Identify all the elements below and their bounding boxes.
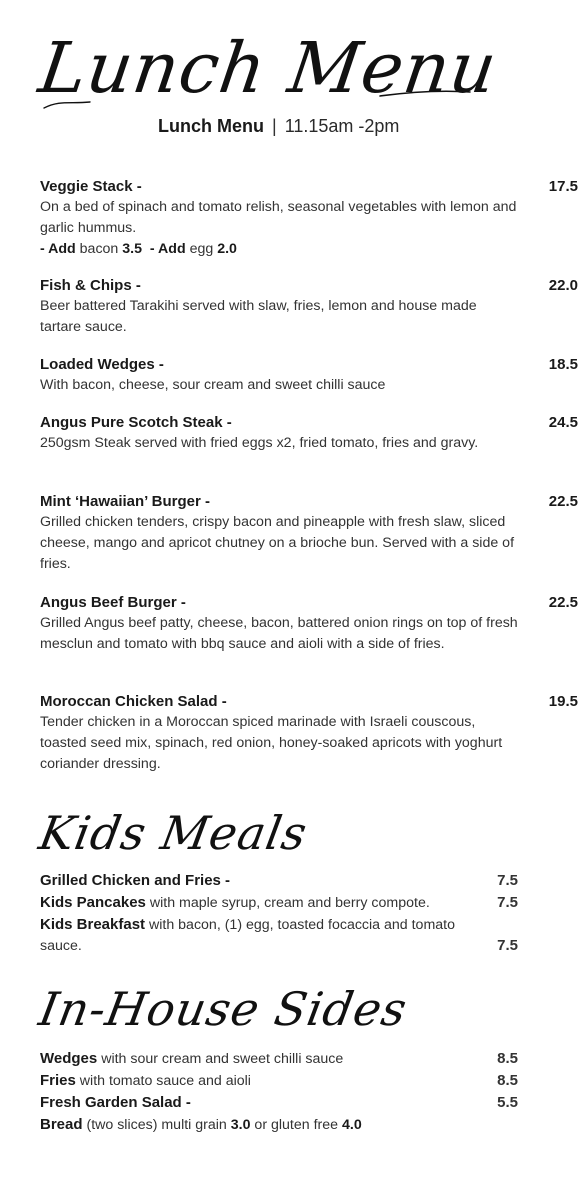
menu-item: [40, 176, 578, 260]
menu-item: [40, 275, 578, 338]
addon-prefix: - Add: [40, 241, 76, 257]
item-price: 22.5: [548, 594, 578, 611]
kids-item-name: Kids Breakfast: [40, 916, 146, 933]
menu-item: [40, 354, 578, 396]
side-item: [40, 1070, 518, 1092]
kids-item-price: 7.5: [497, 872, 518, 889]
side-item: [40, 1048, 518, 1070]
side-item-description: with tomato sauce and aioli: [75, 1073, 251, 1089]
side-item-description: with sour cream and sweet chilli sauce: [97, 1051, 344, 1067]
item-description: On a bed of spinach and tomato relish, seasonal vegetables with lemon and garlic hummus.: [40, 199, 517, 236]
in-house-sides-heading: In-House Sides: [35, 982, 412, 1036]
sides-section: [40, 1048, 518, 1136]
item-name: Moroccan Chicken Salad -: [40, 693, 227, 710]
item-description: Grilled chicken tenders, crispy bacon and pineapple with fresh slaw, sliced cheese, mango and apricot chutney on a brioche bun. Served with a side of fries.: [40, 514, 515, 572]
kids-item: [40, 914, 518, 957]
item-price: 22.5: [548, 493, 578, 510]
addon-price: 3.5: [122, 241, 143, 257]
item-name: Angus Beef Burger -: [40, 594, 186, 611]
addon-item: bacon: [79, 241, 119, 257]
script-title: Lunch Menu: [34, 27, 503, 109]
kids-meals-heading: Kids Meals: [35, 806, 312, 860]
item-name: Angus Pure Scotch Steak -: [40, 414, 232, 431]
bread-description: (two slices) multi grain: [82, 1117, 231, 1133]
item-name: Fish & Chips -: [40, 277, 141, 294]
item-description: With bacon, cheese, sour cream and sweet chilli sauce: [40, 377, 386, 393]
item-description: Tender chicken in a Moroccan spiced marinade with Israeli couscous, toasted seed mix, spinach, red onion, honey-soaked apricots with yoghurt coriander dressing.: [40, 714, 503, 772]
item-name: Loaded Wedges -: [40, 356, 164, 373]
side-item-price: 8.5: [497, 1072, 518, 1089]
addon-prefix: - Add: [149, 241, 186, 257]
bread-name: Bread: [40, 1116, 83, 1133]
side-item-name: Wedges: [40, 1050, 98, 1067]
bread-gluten-free-text: or gluten free: [250, 1117, 342, 1133]
subtitle-title: Lunch Menu: [158, 116, 264, 136]
kids-item-price: 7.5: [497, 937, 518, 954]
bread-price-multigrain: 3.0: [230, 1117, 251, 1133]
side-item-price: 8.5: [497, 1050, 518, 1067]
bread-item: [40, 1114, 518, 1136]
kids-item: [40, 892, 518, 914]
item-price: 19.5: [548, 693, 578, 710]
item-price: 24.5: [548, 414, 578, 431]
subtitle: [158, 114, 399, 138]
menu-item: [40, 412, 578, 454]
item-description: Beer battered Tarakihi served with slaw, fries, lemon and house made tartare sauce.: [40, 298, 477, 335]
kids-item-price: 7.5: [497, 894, 518, 911]
item-addons: [40, 239, 518, 260]
item-name: Mint ‘Hawaiian’ Burger -: [40, 493, 211, 510]
item-description: 250gsm Steak served with fried eggs x2, fried tomato, fries and gravy.: [40, 435, 479, 451]
menu-item: [40, 592, 578, 655]
item-price: 17.5: [548, 178, 578, 195]
menu-item: [40, 491, 578, 575]
addon-price: 2.0: [217, 241, 237, 257]
menu-item: [40, 691, 578, 775]
addon-item: egg: [189, 241, 214, 257]
bread-price-gluten-free: 4.0: [341, 1117, 362, 1133]
side-item-price: 5.5: [497, 1094, 518, 1111]
service-hours: 11.15am -2pm: [284, 116, 400, 136]
item-price: 22.0: [548, 277, 578, 294]
subtitle-separator: |: [272, 116, 277, 136]
kids-item: [40, 870, 518, 892]
item-price: 18.5: [548, 356, 578, 373]
kids-item-description: with bacon, (1) egg, toasted focaccia and tomato sauce.: [40, 917, 455, 954]
item-description: Grilled Angus beef patty, cheese, bacon, battered onion rings on top of fresh mesclun and tomato with bbq sauce and aioli with a side of fries.: [40, 615, 518, 652]
kids-item-name: Kids Pancakes: [40, 894, 146, 911]
kids-meals-section: [40, 870, 518, 957]
kids-item-name: Grilled Chicken and Fries -: [40, 872, 231, 889]
side-item: [40, 1092, 518, 1114]
item-name: Veggie Stack -: [40, 178, 142, 195]
kids-item-description: with maple syrup, cream and berry compote.: [145, 895, 430, 911]
side-item-name: Fries: [40, 1072, 76, 1089]
side-item-name: Fresh Garden Salad -: [40, 1094, 191, 1111]
